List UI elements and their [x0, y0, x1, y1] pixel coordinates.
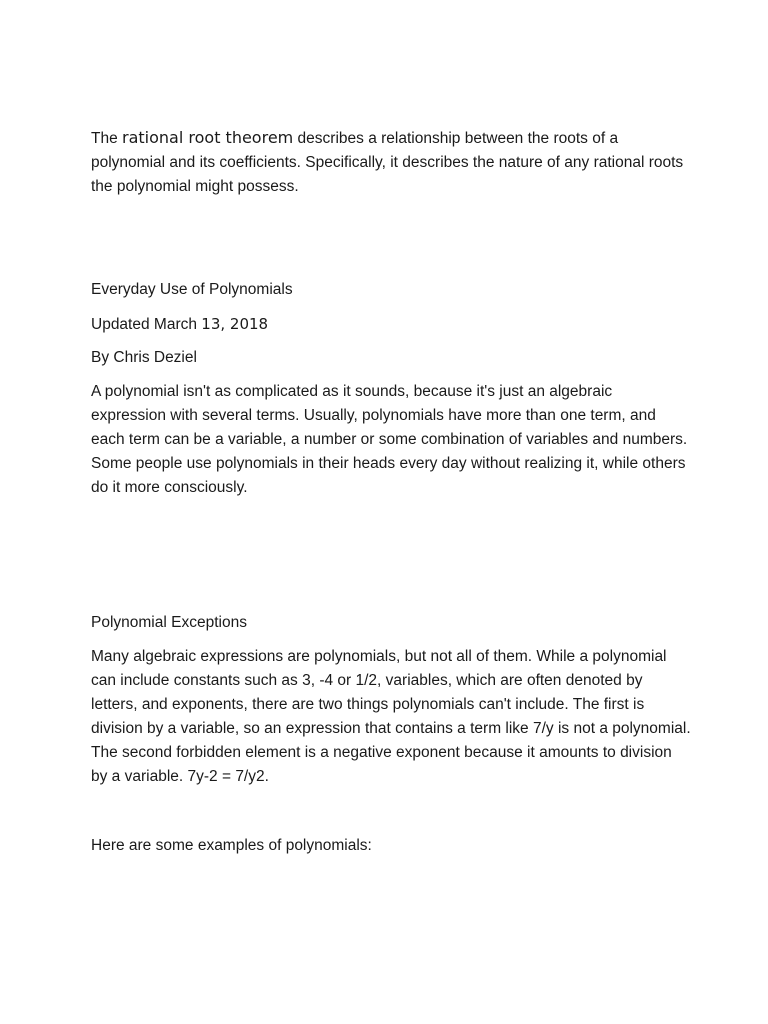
- updated-line: [91, 312, 691, 337]
- intro-paragraph: [91, 126, 691, 199]
- rational-root-theorem-term: rational root theorem: [122, 128, 294, 147]
- updated-date: 13, 2018: [201, 315, 269, 333]
- intro-text: describes a relationship between the roots of a polynomial and its coefficients. Specifically, it describes the nature of any rational roots the polynomial might possess.: [91, 130, 684, 195]
- exceptions-heading: Polynomial Exceptions: [91, 614, 247, 631]
- everyday-use-paragraph: A polynomial isn't as complicated as it sounds, because it's just an algebraic expression with several terms. Usually, polynomials have more than one term, and each term can be a variable, a number or some combination of variables and numbers. Some people use polynomials in their heads every day without realizing it, while others do it more consciously.: [91, 383, 688, 496]
- updated-prefix: Updated March: [91, 316, 202, 333]
- byline: By Chris Deziel: [91, 349, 197, 366]
- examples-intro: Here are some examples of polynomials:: [91, 837, 372, 854]
- exceptions-paragraph: Many algebraic expressions are polynomials, but not all of them. While a polynomial can include constants such as 3, -4 or 1/2, variables, which are often denoted by letters, and exponents, there are two things polynomials can't include. The first is division by a variable, so an expression that contains a term like 7/y is not a polynomial. The second forbidden element is a negative exponent because it amounts to division by a variable. 7y-2 = 7/y2.: [91, 648, 691, 785]
- intro-prefix: The: [91, 130, 123, 147]
- article-title: Everyday Use of Polynomials: [91, 281, 293, 298]
